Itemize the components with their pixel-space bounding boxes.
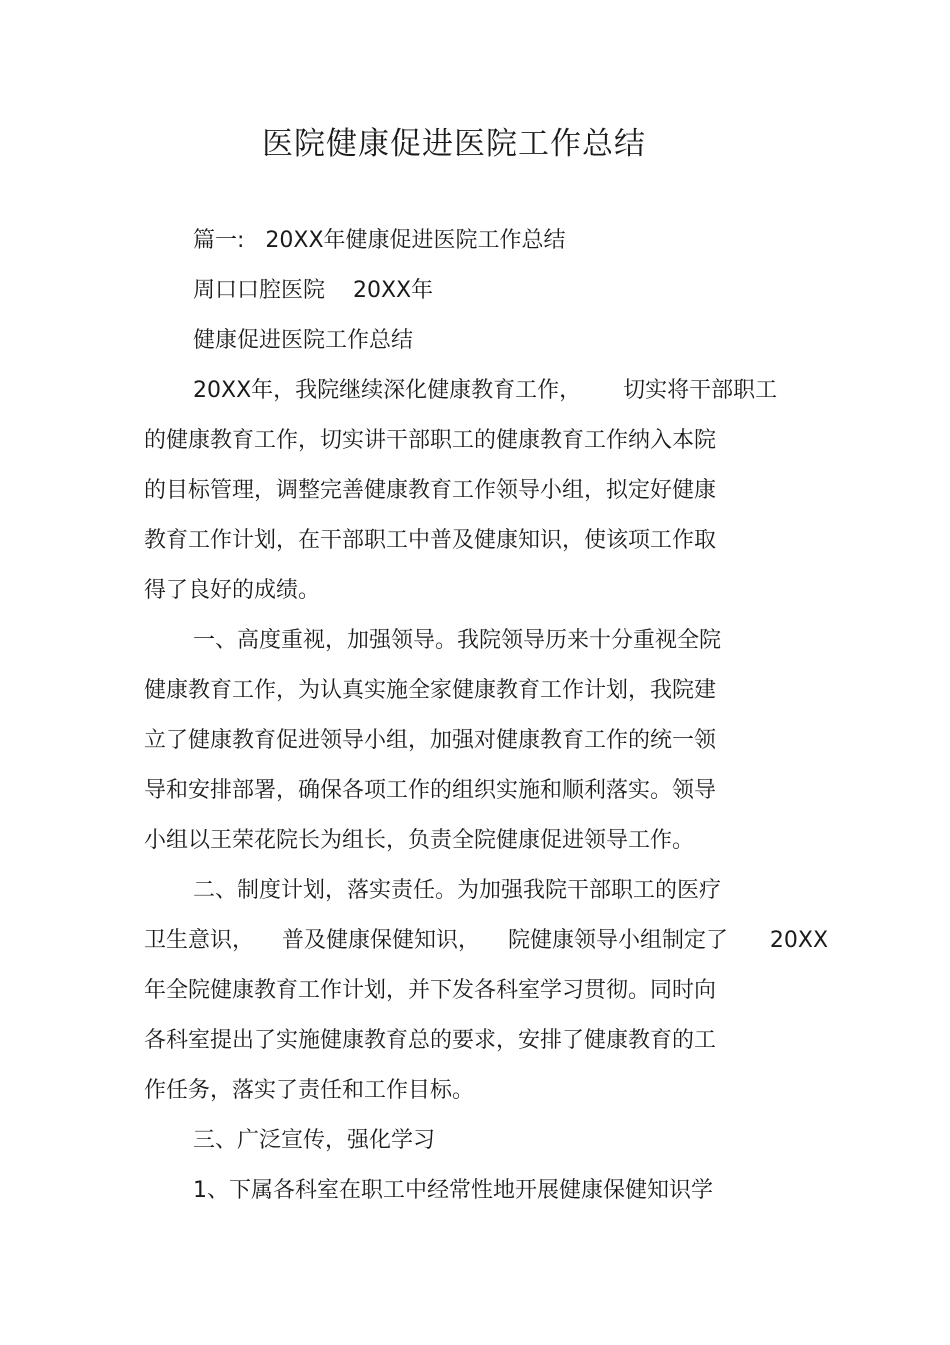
body-line: 各科室提出了实施健康教育总的要求，安排了健康教育的工 bbox=[144, 1028, 717, 1053]
body-line: 小组以王荣花院长为组长，负责全院健康促进领导工作。 bbox=[144, 828, 695, 853]
body-line: 1、下属各科室在职工中经常性地开展健康保健知识学 bbox=[193, 1178, 713, 1203]
body-line: 二、制度计划，落实责任。为加强我院干部职工的医疗 bbox=[193, 878, 722, 903]
body-line: 篇一: 20XX年健康促进医院工作总结 bbox=[193, 228, 566, 253]
body-line: 的健康教育工作，切实讲干部职工的健康教育工作纳入本院 bbox=[144, 428, 717, 453]
body-line: 作任务，落实了责任和工作目标。 bbox=[144, 1078, 475, 1103]
body-line: 三、广泛宣传，强化学习 bbox=[193, 1128, 436, 1153]
body-line: 一、高度重视，加强领导。我院领导历来十分重视全院 bbox=[193, 628, 722, 653]
body-line: 周口口腔医院 20XX年 bbox=[193, 278, 434, 303]
document-title: 医院健康促进医院工作总结 bbox=[262, 126, 646, 162]
body-line: 卫生意识， 普及健康保健知识， 院健康领导小组制定了 20XX bbox=[144, 928, 829, 953]
body-line: 年全院健康教育工作计划，并下发各科室学习贯彻。同时向 bbox=[144, 978, 717, 1003]
body-line: 教育工作计划，在干部职工中普及健康知识，使该项工作取 bbox=[144, 528, 717, 553]
body-line: 导和安排部署，确保各项工作的组织实施和顺利落实。领导 bbox=[144, 778, 717, 803]
body-line: 的目标管理，调整完善健康教育工作领导小组，拟定好健康 bbox=[144, 478, 717, 503]
body-line: 得了良好的成绩。 bbox=[144, 578, 321, 603]
body-line: 20XX年，我院继续深化健康教育工作， 切实将干部职工 bbox=[193, 378, 778, 403]
body-line: 立了健康教育促进领导小组，加强对健康教育工作的统一领 bbox=[144, 728, 717, 753]
body-line: 健康促进医院工作总结 bbox=[193, 328, 414, 353]
body-line: 健康教育工作，为认真实施全家健康教育工作计划，我院建 bbox=[144, 678, 717, 703]
